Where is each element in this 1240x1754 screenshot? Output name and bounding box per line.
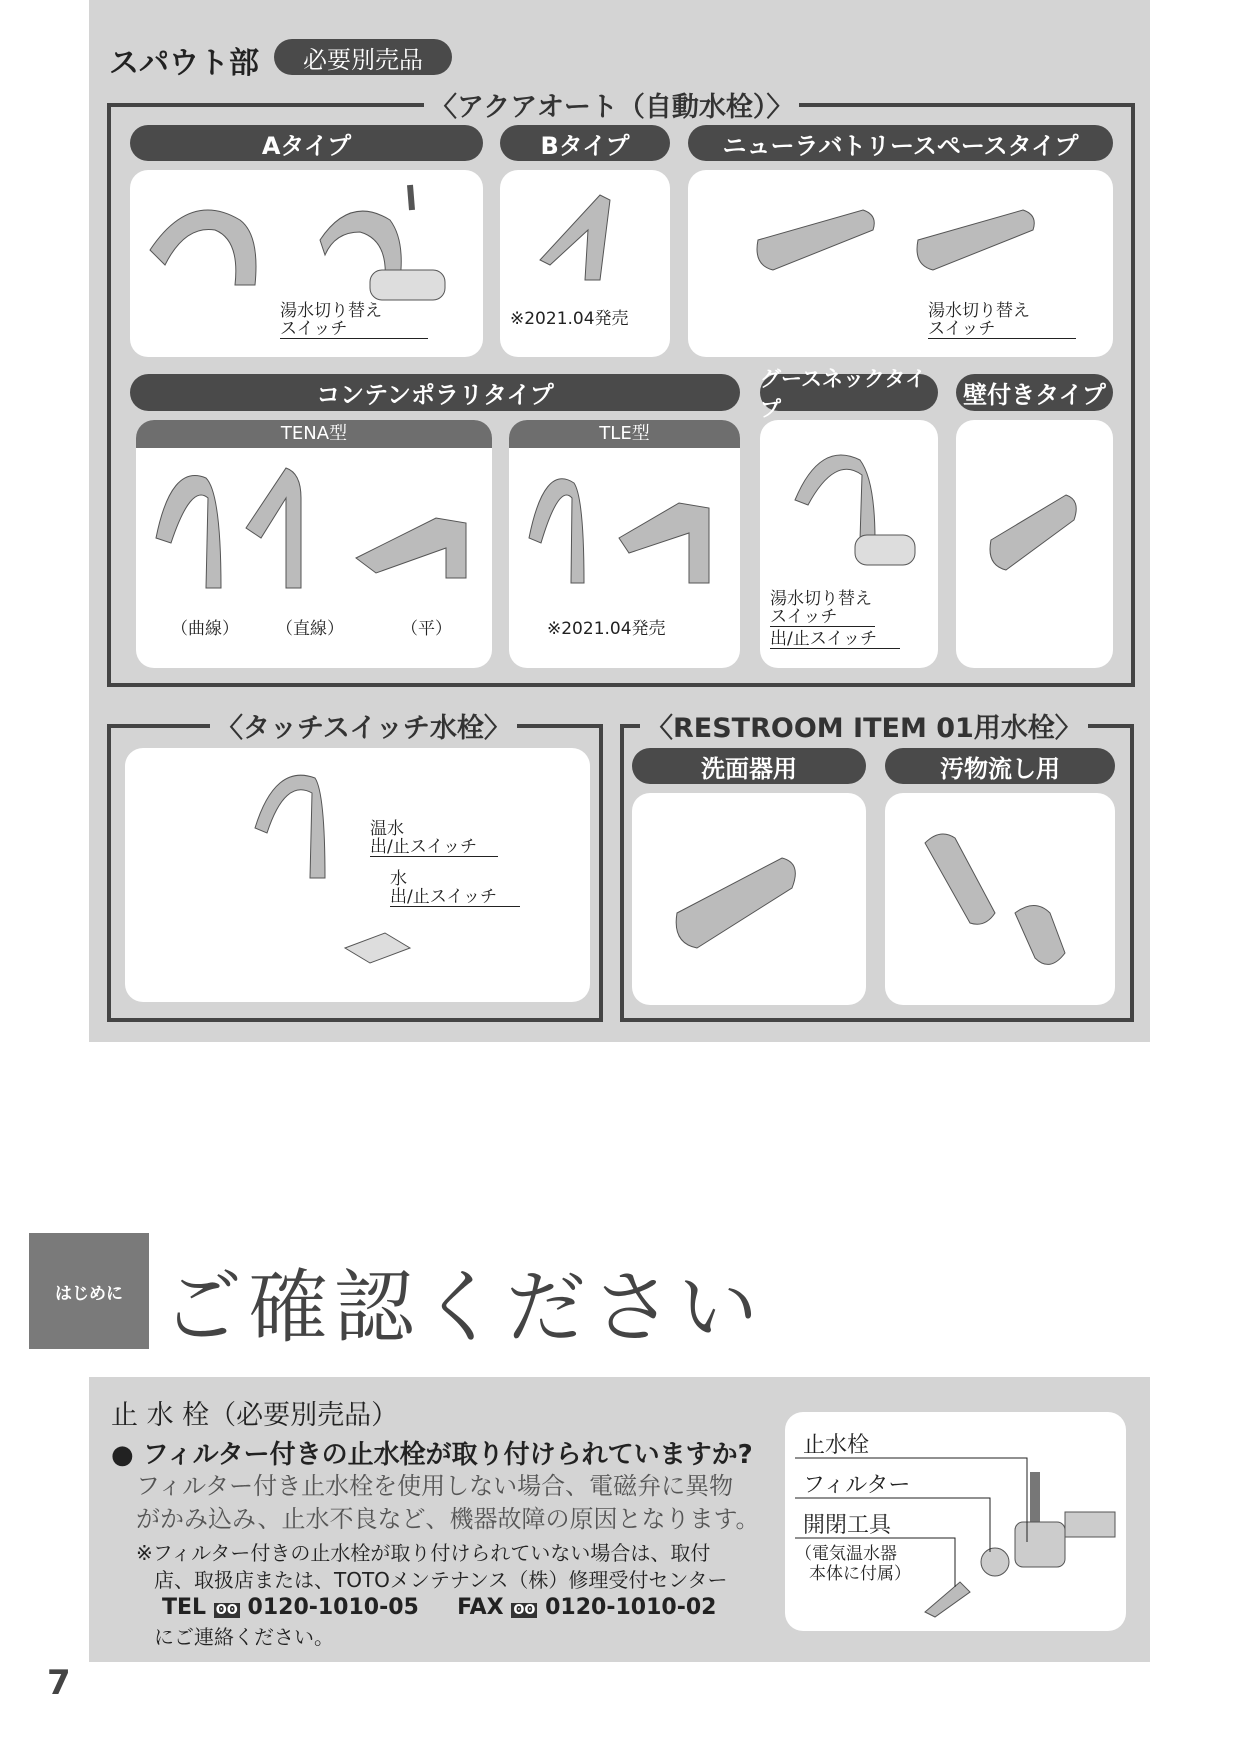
callout-line: 水 xyxy=(390,869,407,889)
tool-note xyxy=(795,1544,911,1584)
spout-title: スパウト部 xyxy=(109,46,259,81)
b-type-label: Bタイプ xyxy=(500,125,670,161)
free-dial-icon: ʘʘ xyxy=(513,1603,536,1618)
b-type-card xyxy=(500,170,670,357)
neura-switch-callout xyxy=(928,302,1076,339)
tena-curved-label: （曲線） xyxy=(171,619,239,639)
tena-straight-label: （直線） xyxy=(276,619,344,639)
touch-card xyxy=(125,748,590,1002)
neura-type-card xyxy=(688,170,1113,357)
stopvalve-diagram xyxy=(785,1412,1126,1631)
contact-numbers xyxy=(136,1594,728,1624)
tool-note-line: （電気温水器 xyxy=(795,1544,897,1564)
slop-sink-label: 汚物流し用 xyxy=(885,748,1115,784)
a-switch-callout xyxy=(280,302,428,339)
note-line: ※フィルター付きの止水栓が取り付けられていない場合は、取付 xyxy=(136,1541,711,1565)
basin-faucet-image xyxy=(632,793,866,1005)
goose-switch-callout xyxy=(770,590,875,627)
gooseneck-type-label: グースネックタイプ xyxy=(760,374,938,411)
b-release-note: ※2021.04発売 xyxy=(510,309,629,329)
a-type-label: Aタイプ xyxy=(130,125,483,161)
body-line: がかみ込み、止水不良など、機器故障の原因となります。 xyxy=(136,1505,760,1533)
tool-note-line: 本体に付属） xyxy=(809,1564,911,1584)
callout-line: 湯水切り替え xyxy=(928,301,1030,321)
tle-card xyxy=(509,420,740,668)
touch-legend: 〈タッチスイッチ水栓〉 xyxy=(210,706,517,745)
contact-line: にご連絡ください。 xyxy=(154,1625,334,1649)
wall-card xyxy=(956,420,1113,668)
callout-line: 温水 xyxy=(370,819,404,839)
tel-label: TEL xyxy=(162,1595,207,1620)
a-type-card xyxy=(130,170,483,357)
contemporary-type-label: コンテンポラリタイプ xyxy=(130,374,740,411)
stopvalve-body xyxy=(136,1470,760,1536)
tool-label: 開閉工具 xyxy=(803,1513,892,1538)
question-text: フィルター付きの止水栓が取り付けられていますか? xyxy=(142,1440,753,1470)
fax-label: FAX xyxy=(457,1595,504,1620)
hot-switch-callout xyxy=(370,820,498,857)
tena-flat-label: （平） xyxy=(401,619,452,639)
cold-switch-callout xyxy=(390,870,520,907)
callout-line: スイッチ xyxy=(928,319,996,339)
aquaauto-legend: 〈アクアオート（自動水栓）〉 xyxy=(424,85,799,124)
free-dial-icon: ʘʘ xyxy=(215,1603,238,1618)
callout-line: スイッチ xyxy=(770,607,838,627)
basin-card xyxy=(632,793,866,1005)
touch-faucet-image xyxy=(125,748,590,1002)
fax-number: 0120-1010-02 xyxy=(545,1595,717,1620)
slop-card xyxy=(885,793,1115,1005)
wall-type-label: 壁付きタイプ xyxy=(956,374,1113,411)
body-line: フィルター付き止水栓を使用しない場合、電磁弁に異物 xyxy=(136,1472,734,1500)
section-tag xyxy=(29,1233,149,1349)
gooseneck-card xyxy=(760,420,938,668)
page-number: 7 xyxy=(47,1663,71,1703)
restroom-legend: 〈RESTROOM ITEM 01用水栓〉 xyxy=(640,706,1088,745)
tle-release-note: ※2021.04発売 xyxy=(547,619,666,639)
slop-faucet-image xyxy=(885,793,1115,1005)
callout-line: 出/止スイッチ xyxy=(370,837,478,857)
section-title: ご確認ください xyxy=(162,1261,764,1354)
basin-label: 洗面器用 xyxy=(632,748,866,784)
callout-line: 湯水切り替え xyxy=(280,301,382,321)
note-line: 店、取扱店または、TOTOメンテナンス（株）修理受付センター xyxy=(154,1568,728,1592)
wall-faucet-image xyxy=(956,420,1113,668)
goose-onoff-callout: 出/止スイッチ xyxy=(770,630,900,649)
tel-number: 0120-1010-05 xyxy=(247,1595,419,1620)
callout-line: 出/止スイッチ xyxy=(390,887,498,907)
valve-label: 止水栓 xyxy=(803,1433,870,1458)
tena-card xyxy=(136,420,492,668)
filter-label: フィルター xyxy=(803,1473,911,1498)
neura-type-label: ニューラバトリースペースタイプ xyxy=(688,125,1113,161)
section-tag-text: はじめに xyxy=(55,1283,123,1304)
stopvalve-title: 止 水 栓（必要別売品） xyxy=(111,1400,399,1431)
required-badge: 必要別売品 xyxy=(274,39,452,75)
tle-header: TLE型 xyxy=(509,420,740,448)
stopvalve-question: ● フィルター付きの止水栓が取り付けられていますか? xyxy=(111,1440,753,1470)
stopvalve-note xyxy=(136,1540,728,1651)
callout-line: 湯水切り替え xyxy=(770,589,872,609)
tena-header: TENA型 xyxy=(136,420,492,448)
callout-line: スイッチ xyxy=(280,319,348,339)
